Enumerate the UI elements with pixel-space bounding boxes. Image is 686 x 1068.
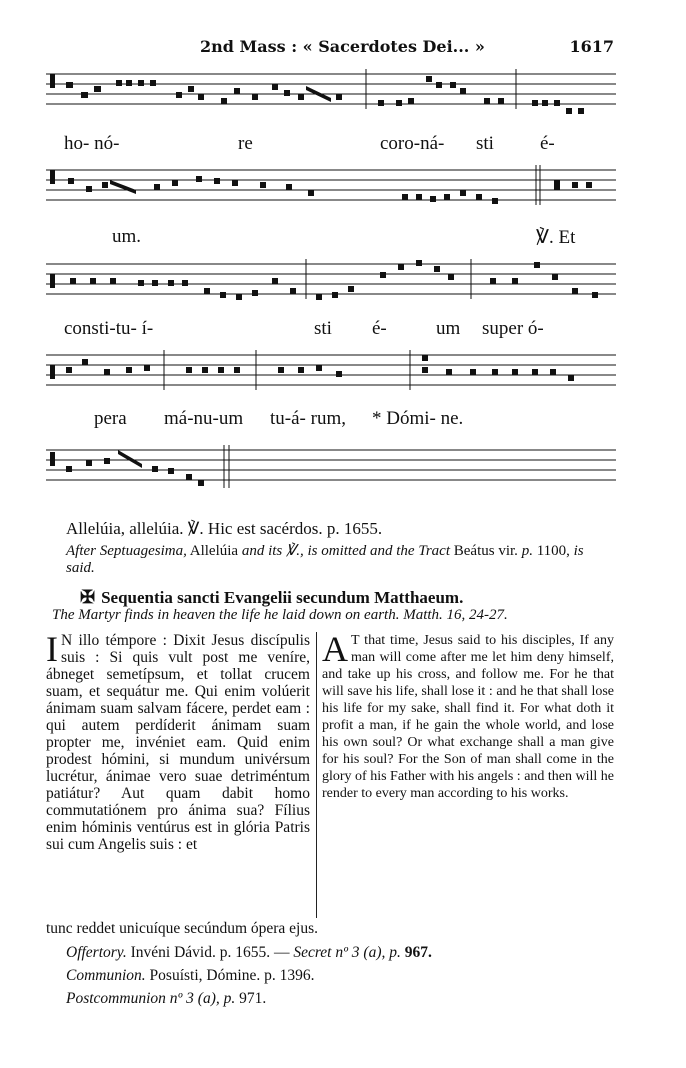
latin-column	[46, 629, 310, 853]
postcommunion-text: Postcommunion nº 3 (a), p.	[66, 990, 236, 1007]
offertory-label: Offertory.	[66, 944, 127, 961]
staff-lines-5	[46, 440, 616, 500]
chant-staff-4	[46, 345, 616, 405]
rubric-part-4: Beátus vir.	[450, 543, 522, 559]
english-column	[322, 629, 615, 802]
rubric-part-5: p.	[521, 543, 533, 559]
rubric-note	[66, 543, 616, 577]
gospel-title-text: Sequentia sancti Evangelii secundum Matthaeum.	[101, 588, 464, 607]
english-text: T that time, Jesus said to his disciples, If any man will come after me let him deny himself, and take up his cross, and follow me. For he that will save his life, shall lose it : and he that shall lose his life for my sake, shall find it. For what doth it profit a man, if he gain the whole world, and lose his own soul? Or what exchange shall a man give for his soul? For the Son of man shall come in the glory of his Father with his angels : and then will he render to every man according to his works.	[322, 633, 615, 801]
lyric-1b: re	[238, 133, 253, 154]
lyric-1e: é-	[540, 133, 555, 154]
communion-text: Posuísti, Dómine. p. 1396.	[145, 967, 315, 984]
rubric-part-2: Allelúia	[186, 543, 242, 559]
lyric-2a: um.	[112, 226, 142, 247]
chant-staff-1	[46, 64, 616, 124]
secret-text: Secret nº 3 (a), p.	[293, 944, 401, 961]
page-header	[0, 37, 686, 59]
lyric-3b: sti	[314, 318, 332, 339]
staff-lines-4	[46, 345, 616, 405]
lyric-4d: * Dómi- ne.	[372, 408, 464, 429]
postcommunion-line	[66, 990, 266, 1008]
lyric-3c: é-	[372, 318, 387, 339]
latin-drop-cap: I	[46, 629, 58, 669]
rubric-part-3: and its ℣., is omitted and the Tract	[241, 543, 451, 559]
lyric-1d: sti	[476, 133, 494, 154]
lyric-1a: ho- nó-	[64, 133, 120, 154]
page-number: 1617	[569, 37, 614, 56]
lyric-3e: super ó-	[482, 318, 544, 339]
gospel-title	[80, 587, 463, 608]
lyric-4c: tu-á- rum,	[270, 408, 346, 429]
cross-icon: ✠	[80, 587, 96, 607]
postcommunion-page: 971.	[235, 990, 267, 1007]
lyric-2b: ℣. Et	[536, 227, 576, 248]
chant-staff-2	[46, 160, 616, 220]
alleluia-line: Allelúia, allelúia. ℣. Hic est sacérdos. p. 1655.	[66, 519, 383, 538]
rubric-part-7: is said.	[66, 543, 584, 576]
english-drop-cap: A	[322, 629, 348, 669]
gospel-subtitle: The Martyr finds in heaven the life he laid down on earth. Matth. 16, 24-27.	[52, 607, 508, 623]
communion-label: Communion.	[66, 967, 146, 984]
lyric-4b: má-nu-um	[164, 408, 244, 429]
offertory-line	[66, 944, 432, 962]
latin-text: N illo témpore : Dixit Jesus discípulis suis : Si quis vult post me veníre, ábneget semetípsum, et tollat crucem suam, et sequátur me. Qui enim volúerit ánimam suam salvam fácere, perdet eam : qui autem perdíderit ánimam suam propter me, invéniet eam. Quid enim prodest hómini, si mundum univérsum lucrétur, ánimae vero suae detriméntum patiátur? Aut quam dabit homo commutatiónem pro ánima sua? Fílius enim hóminis ventúrus est in glória Patris sui cum Angelis suis : et	[46, 632, 310, 853]
lyric-3a: consti-tu- í-	[64, 318, 154, 339]
rubric-part-1: After Septuagesima,	[66, 543, 187, 559]
staff-lines-2	[46, 160, 616, 220]
lyric-1c: coro-ná-	[380, 133, 445, 154]
running-title: 2nd Mass : « Sacerdotes Dei... »	[200, 37, 485, 56]
communion-line	[66, 967, 314, 985]
lyric-4a: pera	[94, 408, 127, 429]
rubric-part-6: 1100,	[532, 543, 574, 559]
latin-tail: tunc reddet unicuíque secúndum ópera ejus.	[46, 920, 319, 937]
staff-lines-3	[46, 254, 616, 314]
staff-lines-1	[46, 64, 616, 124]
lyric-3d: um	[436, 318, 461, 339]
chant-staff-3	[46, 254, 616, 314]
secret-page: 967.	[400, 944, 432, 961]
offertory-text: Invéni Dávid. p. 1655. —	[126, 944, 294, 961]
chant-staff-5	[46, 440, 616, 500]
column-divider	[316, 632, 317, 918]
